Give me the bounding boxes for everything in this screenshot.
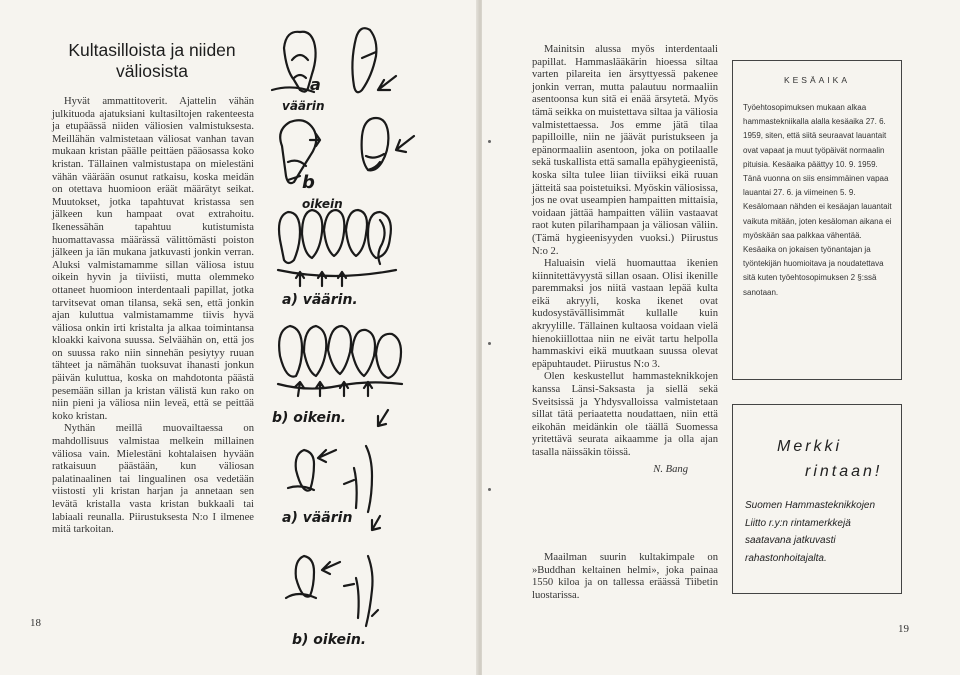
tooth-illustrations	[262, 18, 474, 658]
paragraph: Nythän meillä muovailtaessa on mahdollisuus valmistaa melkein millainen väliosa vain. Mielestäni kohtalaisen hyvään ratkaisuun päästään, kun väliosan palatinaalinen tai lingualinen osa vedetään viistosti yli kristan harjan ja annetaan sen levätä kristalla vasta kristan bukkaali tai labiaali reunalla. Piirustuksesta N:o I ilmenee mitä tarkoitan.	[52, 423, 254, 536]
binding-hole	[488, 342, 491, 345]
author-signature: N. Bang	[653, 463, 688, 475]
notice-text: Työehtosopimuksen mukaan alkaa hammastekniikalla alalla kesäaika 27. 6. 1959, siten, että siitä seuraavat lauantait ovat vapaat ja muut työpäivät normaalin pituisia. Kesäaika päättyy 10. 9. 1959. Tänä vuonna on siis ensimmäinen vapaa lauantai 27. 6. ja viimeinen 5. 9. Kesälomaan nähden ei kesäajan lauantait vaikuta mitään, joten kesäloman aikana ei myöskään saa palkkaa vähentää. Kesäaika on jokaisen työnantajan ja työntekijän huomioitava ja noudatettava sitä kuten työehtosopimuksen 2 §:ssä sanotaan.	[743, 103, 892, 297]
gold-nugget-note	[532, 552, 718, 602]
merkki-ad-box	[732, 404, 902, 594]
binding-hole	[488, 488, 491, 491]
page-number: 18	[30, 617, 41, 629]
left-page	[0, 0, 478, 675]
tooth-drawings	[262, 18, 474, 658]
paragraph: Maailman suurin kultakimpale on »Buddhan keltainen helmi», joka painaa 1550 kiloa ja on tallessa eräässä Tiibetin luostarissa.	[532, 552, 718, 601]
page-number: 19	[898, 623, 909, 635]
article-title: Kultasilloista ja niiden väliosista	[68, 40, 236, 81]
bridge-drawing	[279, 210, 391, 263]
notice-title: KESÄAIKA	[783, 75, 851, 85]
label-b-oikein: b) oikein.	[292, 632, 367, 648]
tooth-drawing	[362, 118, 389, 170]
label-oikein: oikein	[302, 197, 343, 211]
article-body-right	[532, 44, 718, 476]
binding-hole	[488, 140, 491, 143]
tooth-drawing	[296, 450, 314, 491]
tooth-drawing	[296, 556, 314, 597]
bridge-drawing	[279, 326, 401, 378]
paragraph: Haluaisin vielä huomauttaa ikenien kiinnitettävyystä sillan osaan. Olisi ikenille paremmaksi jos niitä vastaan lepää kulta eikä akryyli, koska ikenet ovat kudosystävällisimmät kullalle kuin akryylille. Tällainen kultaosa voidaan vielä hienokiillottaa niin ne eivät tartu helpolla hammaskivi eikä muutkaan suussa olevat epäpuhtaudet. Piirustus N:o 3.	[532, 258, 718, 370]
label-vaarin: väärin	[282, 99, 325, 113]
label-a-vaarin: a) väärin	[282, 510, 353, 526]
tooth-drawing	[352, 28, 376, 92]
label-b-oikein: b) oikein.	[272, 410, 347, 426]
article-body-left	[52, 96, 254, 537]
paragraph: Hyvät ammattitoverit. Ajattelin vähän julkituoda ajatuksiani kultasiltojen rakenteesta ja etupäässä niiden väliosien valmistuksesta. Meillähän valmistetaan väliosat vanhan tavan mukaan kristan päälle peittäen pääosassa koko kristan. Tällainen valmistustapa on mielestäni vähän väärään osunut ratkaisu, koska meidän on otettava huomioon eräät määrätyt seikat. Muutokset, jotka tapahtuvat kristassa sen jälkeen kun hampaat ovat extrahoitu. Ikenessähän tapahtuu kutistumista huomattavassa määrässä välittömästi poiston jälkeen ja iän mukana jatkuvasti jonkin verran. Aluksi valmistamamme sillan väliosa istuu oikein hyvin ja tiiviisti, mutta olemmeko ottaneet huomioon interdentaali papillat, jotka tarvitsevat oman tilansa, sekä sen, että jonkin ajan kuluttua valmistamamme tiivis hyvä väliosa onkin irti kristalta ja alkaa toimintansa kloakki kaivona suussa. Selväähän on, että jos on suussa rako niin sinnehän pesiytyy ruuan tähteet ja nämähän tuoksuvat ihanasti jonkun päivän kuluttua, koska on mahdotonta päästä pesemään sillan ja kristan välistä kun rako on niin pieni ja väliosa niin leveä, että se peittää koko kristan.	[52, 96, 254, 422]
kesaaika-notice-box	[732, 60, 902, 380]
label-a: a	[310, 75, 321, 94]
paragraph: Olen keskustellut hammasteknikkojen kanssa Länsi-Saksasta ja siellä sekä Sveitsissä ja Yhdysvalloissa valmistetaan sillat tätä periaatetta noudattaen, niin että eikohän meidänkin ole täällä Suomessa yritettävä seurata aikaamme ja olla ajan tasalla näissäkin töissä.	[532, 371, 718, 458]
label-b: b	[302, 172, 315, 193]
ad-heading-line2: rintaan!	[805, 463, 883, 480]
paragraph: Mainitsin alussa myös interdentaali papillat. Hammaslääkärin hioessa siltaa varten pilareita ien ärsyttyessä pakenee jonkin verran, mutta palautuu normaaliin asentoonsa kun sitä ei enää ärsytetä. Myös tämä seikka on muistettava siltaa ja väliosia valmistettaessa. Jos emme jätä tilaa papilloille, niin ne jäävät puristukseen ja epänormaaliin asentoon, joka on potilaalle sekä tuskallista että samalla epähygieenistä, koska silta tulee liian tiiviiksi eikä ruuan jätteitä saa poistetuiksi. Myöskin väliosissa, jos ne ovat useampien hampaitten mittaisia, voidaan jättää hampaitten väliin vastaavat raot kuten pilarihampaan ja väliosan väliin. (Tämä hygieenisyyden vuoksi.) Piirustus N:o 2.	[532, 44, 718, 257]
label-a-vaarin: a) väärin.	[282, 292, 358, 308]
ad-heading-line1: Merkki	[777, 438, 843, 455]
ad-text: Suomen Hammasteknikkojen Liitto r.y:n rintamerkkejä saatavana jatkuvasti rahastonhoitajalta.	[745, 500, 876, 564]
